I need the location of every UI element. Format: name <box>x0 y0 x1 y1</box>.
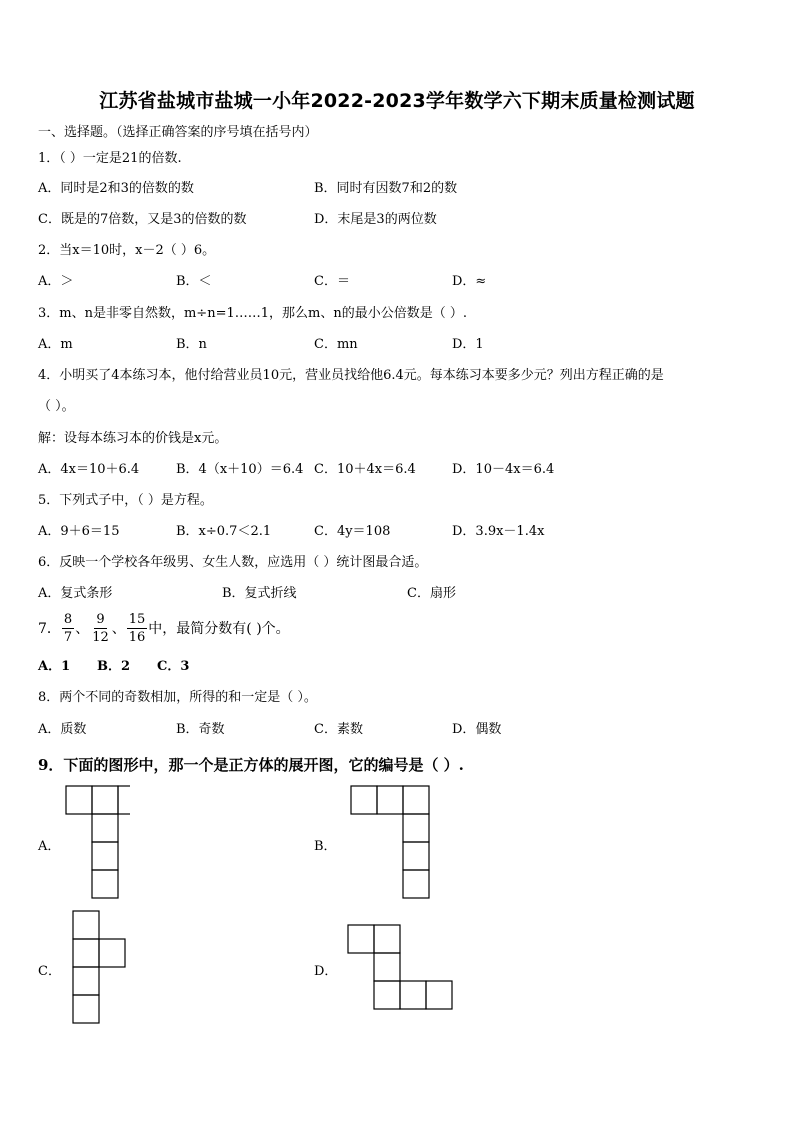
question-1: 1．（ ）一定是21的倍数. <box>38 151 182 166</box>
q2-option-d[interactable]: D．≈ <box>452 274 487 289</box>
q9-option-d-label[interactable]: D． <box>314 964 338 979</box>
q6-option-a[interactable]: A．复式条形 <box>38 586 113 601</box>
q1-option-b[interactable]: B．同时有因数7和2的数 <box>314 181 458 196</box>
fraction-numerator: 9 <box>96 611 105 627</box>
q7-option-a[interactable]: A．1 <box>38 659 71 674</box>
q1-option-a[interactable]: A．同时是2和3的倍数的数 <box>38 181 194 196</box>
q8-option-d[interactable]: D．偶数 <box>452 722 502 737</box>
fraction-9-12 <box>90 612 111 645</box>
q4-option-d[interactable]: D．10－4x＝6.4 <box>452 462 555 477</box>
question-4: 4．小明买了4本练习本，他付给营业员10元，营业员找给他6.4元。每本练习本要多少元？列出方程正确的是 <box>38 368 664 383</box>
q4-option-b[interactable]: B．4（x＋10）＝6.4 <box>176 462 304 477</box>
fraction-15-16 <box>127 612 148 645</box>
cube-net-c[interactable] <box>68 906 133 1028</box>
q9-option-a-label[interactable]: A． <box>38 839 61 854</box>
fraction-denominator: 7 <box>63 629 73 645</box>
q9-option-b-label[interactable]: B． <box>314 839 337 854</box>
q5-option-c[interactable]: C．4y＝108 <box>314 524 391 539</box>
q8-option-b[interactable]: B．奇数 <box>176 722 225 737</box>
q7-tail: 中，最简分数有( )个。 <box>148 621 290 637</box>
q1-option-d[interactable]: D．末尾是3的两位数 <box>314 212 437 227</box>
question-4-note: 解：设每本练习本的价钱是x元。 <box>38 431 228 446</box>
q3-option-a[interactable]: A．m <box>38 337 73 352</box>
q7-option-c[interactable]: C．3 <box>157 659 190 674</box>
fraction-numerator: 8 <box>63 611 73 627</box>
cube-net-d[interactable] <box>343 920 461 1014</box>
section-heading: 一、选择题。（选择正确答案的序号填在括号内） <box>38 125 318 140</box>
q8-option-a[interactable]: A．质数 <box>38 722 87 737</box>
q6-option-b[interactable]: B．复式折线 <box>222 586 297 601</box>
q7-option-b[interactable]: B．2 <box>97 659 131 674</box>
q3-option-d[interactable]: D．1 <box>452 337 484 352</box>
q3-option-c[interactable]: C．mn <box>314 337 358 352</box>
question-3: 3．m、n是非零自然数，m÷n=1……1，那么m、n的最小公倍数是（ ）. <box>38 306 467 321</box>
fraction-8-7 <box>62 612 74 645</box>
question-9: 9．下面的图形中，那一个是正方体的展开图，它的编号是（ ）. <box>38 756 464 774</box>
cube-net-a[interactable] <box>60 780 130 900</box>
q7-number: 7． <box>38 621 61 637</box>
q2-option-b[interactable]: B．＜ <box>176 274 212 289</box>
fraction-denominator: 12 <box>92 629 109 645</box>
q3-option-b[interactable]: B．n <box>176 337 207 352</box>
q2-option-a[interactable]: A．＞ <box>38 274 74 289</box>
q9-option-c-label[interactable]: C． <box>38 964 61 979</box>
page-title: 江苏省盐城市盐城一小年2022-2023学年数学六下期末质量检测试题 <box>99 90 695 112</box>
q2-option-c[interactable]: C．＝ <box>314 274 350 289</box>
q8-option-c[interactable]: C．素数 <box>314 722 363 737</box>
question-6: 6．反映一个学校各年级男、女生人数，应选用（ ）统计图最合适。 <box>38 555 428 570</box>
q5-option-b[interactable]: B．x÷0.7＜2.1 <box>176 524 272 539</box>
q4-option-a[interactable]: A．4x＝10＋6.4 <box>38 462 140 477</box>
q5-option-d[interactable]: D．3.9x－1.4x <box>452 524 545 539</box>
question-2: 2．当x＝10时，x－2（ ）6。 <box>38 243 216 258</box>
fraction-denominator: 16 <box>128 629 146 645</box>
q5-option-a[interactable]: A．9＋6＝15 <box>38 524 120 539</box>
question-4-blank: （ ）。 <box>38 399 75 414</box>
q4-option-c[interactable]: C．10＋4x＝6.4 <box>314 462 416 477</box>
question-8: 8．两个不同的奇数相加，所得的和一定是（ ）。 <box>38 690 317 705</box>
q6-option-c[interactable]: C．扇形 <box>407 586 456 601</box>
separator: 、 <box>75 621 90 637</box>
question-5: 5．下列式子中，（ ）是方程。 <box>38 493 213 508</box>
separator: 、 <box>111 621 126 637</box>
question-7 <box>38 608 290 648</box>
q1-option-c[interactable]: C．既是的7倍数，又是3的倍数的数 <box>38 212 247 227</box>
fraction-numerator: 15 <box>128 611 146 627</box>
cube-net-b[interactable] <box>345 780 440 900</box>
